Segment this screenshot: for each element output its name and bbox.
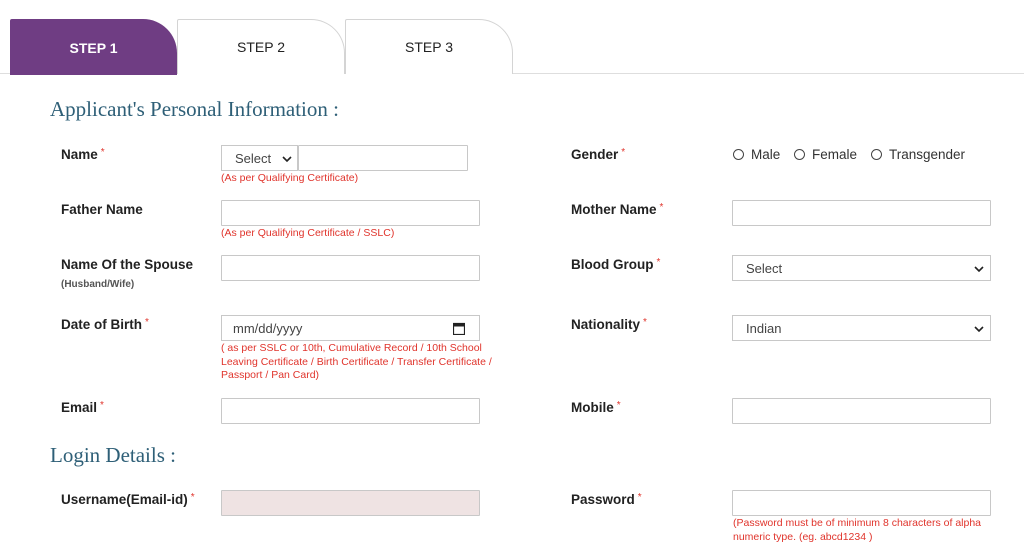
blood-group-select-value: Select xyxy=(746,260,783,276)
chevron-down-icon xyxy=(282,154,292,164)
mobile-label: Mobile * xyxy=(571,400,621,415)
gender-radio-transgender[interactable] xyxy=(871,147,965,162)
radio-button-icon[interactable] xyxy=(733,149,744,160)
gender-option-transgender-label: Transgender xyxy=(889,147,966,162)
email-input[interactable] xyxy=(221,398,480,424)
father-name-label: Father Name xyxy=(61,202,143,217)
gender-option-male-label: Male xyxy=(751,147,781,162)
step-tabbar xyxy=(0,0,1024,74)
tab-step-1-label: STEP 1 xyxy=(69,39,118,56)
name-input[interactable] xyxy=(298,145,468,171)
password-hint: (Password must be of minimum 8 characters of alpha numeric type. (eg. abcd1234 ) xyxy=(733,517,982,543)
name-title-select-value: Select xyxy=(235,150,272,166)
tab-step-1[interactable] xyxy=(10,19,177,75)
dob-placeholder: mm/dd/yyyy xyxy=(233,320,303,336)
dob-input[interactable] xyxy=(221,315,480,341)
gender-option-female-label: Female xyxy=(812,147,858,162)
name-hint: (As per Qualifying Certificate) xyxy=(221,172,359,184)
mother-name-input[interactable] xyxy=(732,200,991,226)
mobile-input[interactable] xyxy=(732,398,991,424)
radio-button-icon[interactable] xyxy=(871,149,882,160)
tab-step-2[interactable] xyxy=(177,19,345,74)
nationality-select[interactable] xyxy=(732,315,991,341)
chevron-down-icon xyxy=(974,324,984,334)
personal-info-heading: Applicant's Personal Information : xyxy=(50,97,339,121)
calendar-icon[interactable] xyxy=(453,322,465,335)
dob-hint: ( as per SSLC or 10th, Cumulative Record / 10th School Leaving Certificate / Birth Certificate / Transfer Certificate / Passport / Pan Card) xyxy=(221,342,492,381)
tab-step-2-label: STEP 2 xyxy=(237,39,285,55)
username-label: Username(Email-id) * xyxy=(61,492,195,507)
name-title-select[interactable] xyxy=(221,145,298,171)
blood-group-label: Blood Group * xyxy=(571,257,661,272)
login-details-heading: Login Details : xyxy=(50,443,176,467)
gender-radio-male[interactable] xyxy=(733,147,780,162)
radio-button-icon[interactable] xyxy=(794,149,805,160)
tab-step-3[interactable] xyxy=(345,19,513,74)
gender-radio-female[interactable] xyxy=(794,147,857,162)
gender-label: Gender * xyxy=(571,147,626,162)
email-label: Email * xyxy=(61,400,104,415)
blood-group-select[interactable] xyxy=(732,255,991,281)
username-input[interactable] xyxy=(221,490,480,516)
mother-name-label: Mother Name * xyxy=(571,202,664,217)
spouse-name-input[interactable] xyxy=(221,255,480,281)
nationality-select-value: Indian xyxy=(746,320,782,336)
name-label: Name * xyxy=(61,147,105,162)
nationality-label: Nationality * xyxy=(571,317,647,332)
father-name-input[interactable] xyxy=(221,200,480,226)
spouse-name-label: Name Of the Spouse xyxy=(61,257,194,272)
father-name-hint: (As per Qualifying Certificate / SSLC) xyxy=(221,227,395,239)
tab-step-3-label: STEP 3 xyxy=(405,39,453,55)
password-label: Password * xyxy=(571,492,642,507)
dob-label: Date of Birth * xyxy=(61,317,149,332)
spouse-name-sublabel: (Husband/Wife) xyxy=(61,279,135,290)
chevron-down-icon xyxy=(974,264,984,274)
password-input[interactable] xyxy=(732,490,991,516)
